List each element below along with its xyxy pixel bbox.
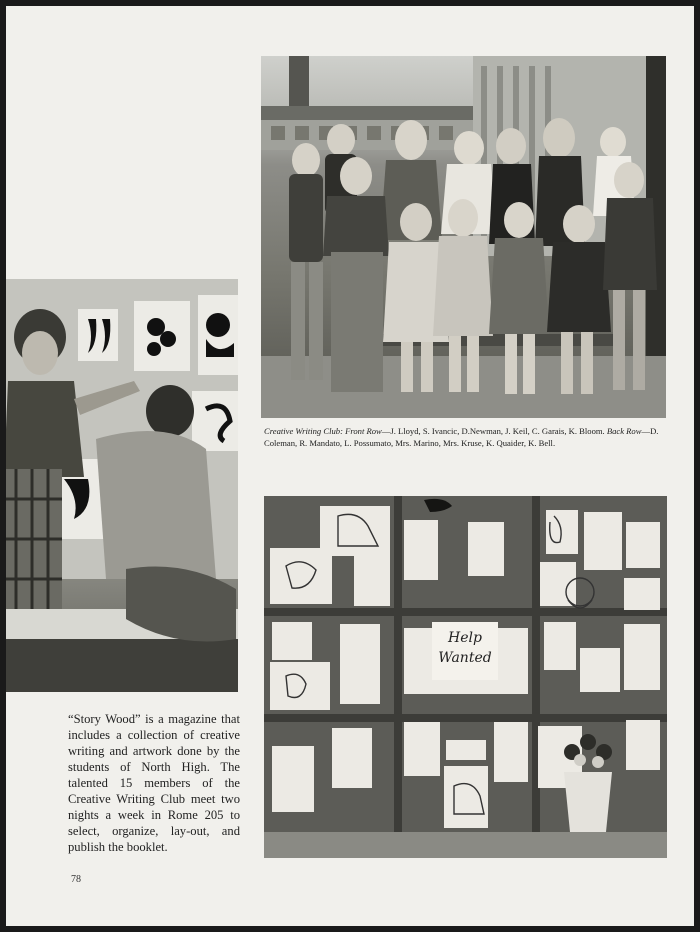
caption-front-row-names: —J. Lloyd, S. Ivancic, D.Newman, J. Keil, C. Garais, K. Bloom. bbox=[381, 426, 607, 436]
caption-back-row-names: —D. Coleman, R. Mandato, L. Possumato, Mrs. Marino, Mrs. Kruse, K. Quaider, K. Bell. bbox=[264, 426, 659, 448]
club-group-photo bbox=[261, 56, 666, 418]
bulletin-board-photo-art bbox=[264, 496, 667, 858]
story-wood-paragraph: “Story Wood” is a magazine that includes a collection of creative writing and artwork done by the students of North High. The talented 15 members of the Creative Writing Club meet two nights a week in Rome 205 to select, organize, lay-out, and publish the booklet. bbox=[68, 712, 240, 854]
students-artwork-photo-art bbox=[6, 279, 238, 692]
students-artwork-photo bbox=[6, 279, 238, 692]
yearbook-page bbox=[6, 6, 694, 926]
page-number: 78 bbox=[71, 874, 81, 885]
club-group-photo-art bbox=[261, 56, 666, 418]
help-wanted-line2: Wanted bbox=[438, 650, 492, 666]
caption-back-row-label: Back Row bbox=[606, 426, 642, 436]
club-photo-caption bbox=[264, 426, 669, 449]
bulletin-board-photo bbox=[264, 496, 667, 858]
caption-front-row-label: Creative Writing Club: Front Row bbox=[264, 426, 382, 436]
help-wanted-line1: Help bbox=[448, 630, 482, 646]
